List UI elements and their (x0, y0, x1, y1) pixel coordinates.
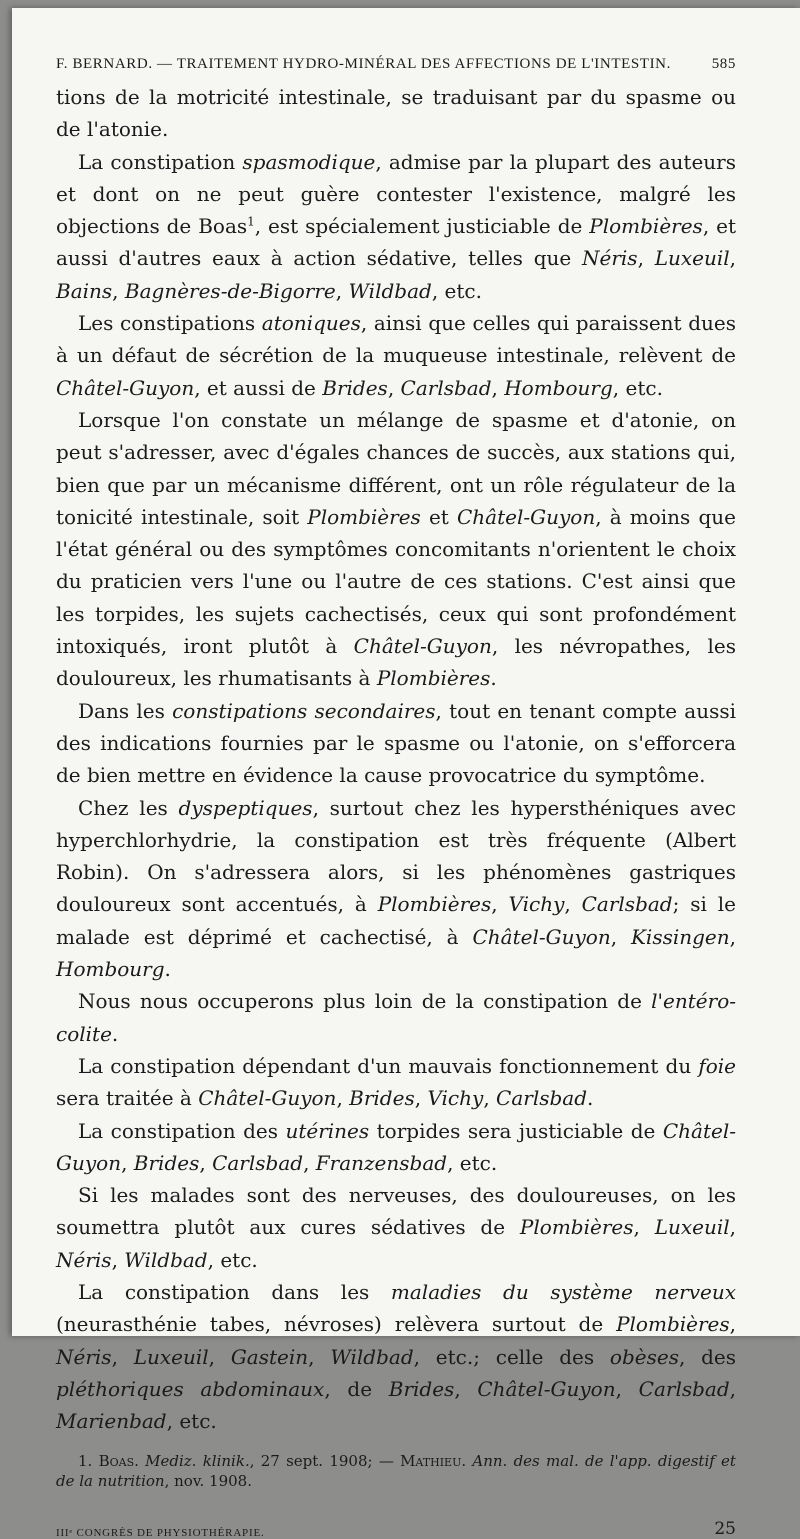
text-run: et (420, 504, 457, 529)
text-run: , (610, 924, 631, 949)
paragraph (56, 1050, 736, 1115)
italic-text: Wildbad (330, 1344, 414, 1369)
italic-text: Brides (388, 1376, 455, 1401)
italic-text: Plombières (377, 892, 492, 917)
text-run: , (387, 375, 401, 400)
text-run: , (491, 375, 505, 400)
text-run: , les névropathes, les douloureux, les rhumatisants à (56, 634, 736, 691)
text-run: La constipation dépendant d'un mauvais fonctionnement du (78, 1053, 699, 1078)
italic-text: Châtel-Guyon (56, 1118, 736, 1175)
italic-text: foie (698, 1053, 736, 1078)
italic-text: Plombières (376, 666, 491, 691)
text-run: Les constipations (78, 311, 262, 336)
footer-sheet-number: 25 (714, 1519, 736, 1539)
italic-text: Plombières (589, 214, 703, 239)
text-run: Chez les (78, 795, 179, 820)
text-run: , (491, 892, 509, 917)
text-run: , (729, 246, 736, 271)
text-run: , (637, 246, 655, 271)
paragraph (56, 1179, 736, 1276)
body-text (56, 81, 736, 1437)
italic-text: Marienbad (56, 1409, 167, 1434)
italic-text: Franzensbad (315, 1150, 448, 1175)
header-page-number: 585 (711, 56, 736, 72)
text-run: , ainsi que celles qui paraissent dues à un défaut de sécrétion de la muqueuse intestinale, relèvent de (56, 311, 736, 368)
text-run: La constipation (78, 149, 243, 174)
text-run: La constipation dans les (78, 1279, 391, 1304)
text-run: , etc. (447, 1150, 498, 1175)
text-run: , admise par la plupart des auteurs et dont on ne peut guère contester l'existence, malgré les objections de Boas (56, 149, 736, 239)
text-run: tions de la motricité intestinale, se traduisant par du spasme ou de l'atonie. (56, 85, 736, 142)
italic-text: Brides (349, 1086, 415, 1111)
text-run: , surtout chez les hypersthéniques avec hyperchlorhydrie, la constipation est très fréquente (Albert Robin). On s'adressera alors, si les phénomènes gastriques douloureux sont accentués, à (56, 795, 736, 917)
italic-text: Néris (582, 246, 638, 271)
text-run: torpides sera justiciable de (369, 1118, 663, 1143)
italic-text: Châtel-Guyon (198, 1086, 337, 1111)
text-run: , (112, 278, 125, 303)
paragraph (56, 404, 736, 695)
text-run: sera traitée à (56, 1086, 199, 1111)
text-run: , (111, 1344, 134, 1369)
italic-text: Ann. des mal. de l'app. digestif et de la nutrition (56, 1452, 736, 1491)
italic-text: Hombourg (56, 957, 165, 982)
text-run: . (490, 666, 497, 691)
text-run: , tout en tenant compte aussi des indications fournies par le spasme ou l'atonie, on s'efforcera de bien mettre en évidence la cause provocatrice du symptôme. (56, 698, 736, 788)
italic-text: Hombourg (504, 375, 613, 400)
running-title: F. BERNARD. — TRAITEMENT HYDRO-MINÉRAL DES AFFECTIONS DE L'INTESTIN. (56, 56, 671, 72)
text-run: , (335, 278, 349, 303)
italic-text: Luxeuil (654, 246, 730, 271)
text-run: , (483, 1086, 497, 1111)
text-run: Si les malades sont des nerveuses, des douloureuses, on les soumettra plutôt aux cures sédatives de (56, 1183, 736, 1240)
text-run: , (336, 1086, 350, 1111)
italic-text: Plombières (616, 1312, 730, 1337)
page-content (56, 56, 736, 1539)
italic-text: pléthoriques abdominaux (56, 1376, 325, 1401)
text-run: , (414, 1086, 428, 1111)
text-run: , (199, 1150, 213, 1175)
paragraph (56, 792, 736, 986)
text-run: , (308, 1344, 331, 1369)
text-run: , (615, 1376, 639, 1401)
text-run: , (303, 1150, 316, 1175)
italic-text: Châtel-Guyon (456, 504, 596, 529)
italic-text: Gastein (230, 1344, 309, 1369)
italic-text: Luxeuil (654, 1215, 730, 1240)
italic-text: Carlsbad (400, 375, 492, 400)
text-run: , (729, 924, 737, 949)
author-name: Mathieu (400, 1452, 462, 1471)
text-run: . (461, 1452, 473, 1471)
italic-text: Vichy (427, 1086, 484, 1111)
italic-text: Châtel-Guyon (472, 924, 611, 949)
signature-mark: IIIᵉ CONGRÈS DE PHYSIOTHÉRAPIE. (56, 1527, 265, 1539)
italic-text: l'entéro-colite (56, 989, 736, 1046)
text-run: , (564, 892, 582, 917)
text-run: , etc.; celle des (413, 1344, 610, 1369)
italic-text: Châtel-Guyon (353, 634, 492, 659)
footnote-ref: 1 (247, 214, 255, 229)
paragraph (56, 1276, 736, 1437)
italic-text: Carlsbad (638, 1376, 730, 1401)
text-run: Nous nous occuperons plus loin de la constipation de (78, 989, 652, 1014)
text-run: , (729, 1215, 736, 1240)
italic-text: Châtel-Guyon (477, 1376, 616, 1401)
text-run: , et aussi de (194, 375, 323, 400)
text-run: , (454, 1376, 478, 1401)
paragraph (56, 1115, 736, 1180)
footnote (56, 1451, 736, 1491)
text-run: , à moins que l'état général ou des symptômes concomitants n'orientent le choix du praticien vers l'une ou l'autre de ces stations. C'est ainsi que les torpides, les sujets cachectisés, ceux qui sont profondément intoxiqués, iront plutôt à (56, 504, 736, 659)
paragraph (56, 81, 736, 146)
text-run: , est spécialement justiciable de (254, 214, 590, 239)
text-run: , etc. (207, 1247, 258, 1272)
text-run: . (111, 1021, 119, 1046)
italic-text: Brides (133, 1150, 200, 1175)
text-run: , etc. (612, 375, 663, 400)
italic-text: Wildbad (124, 1247, 208, 1272)
text-run: , (729, 1376, 736, 1401)
italic-text: Kissingen (630, 924, 730, 949)
italic-text: Néris (56, 1344, 112, 1369)
text-run: ; si le malade est déprimé et cachectisé, à (56, 892, 737, 949)
italic-text: constipations secondaires (172, 698, 436, 723)
italic-text: maladies du système nerveux (390, 1279, 736, 1304)
text-run: 1. (78, 1452, 99, 1471)
italic-text: Vichy (508, 892, 565, 917)
text-run: , et aussi d'autres eaux à action sédative, telles que (56, 214, 736, 271)
italic-text: Néris (56, 1247, 112, 1272)
text-run: , (633, 1215, 655, 1240)
text-run: , (208, 1344, 231, 1369)
italic-text: Carlsbad (496, 1086, 588, 1111)
paragraph (56, 307, 736, 404)
italic-text: dyspeptiques (178, 795, 313, 820)
italic-text: Luxeuil (133, 1344, 209, 1369)
italic-text: spasmodique (242, 149, 376, 174)
italic-text: atoniques (261, 311, 361, 336)
italic-text: Plombières (519, 1215, 634, 1240)
italic-text: Brides (322, 375, 388, 400)
text-run: La constipation des (78, 1118, 286, 1143)
author-name: Boas (98, 1452, 135, 1471)
text-run: , (111, 1247, 125, 1272)
text-run: . (164, 957, 171, 982)
paragraph (56, 985, 736, 1050)
italic-text: Bagnères-de-Bigorre (124, 278, 336, 303)
italic-text: obèses (609, 1344, 679, 1369)
text-run: , 27 sept. 1908; — (249, 1452, 401, 1471)
text-run: . (134, 1452, 146, 1471)
italic-text: Châtel-Guyon (56, 375, 195, 400)
text-run: (neurasthénie tabes, névroses) relèvera surtout de (56, 1312, 617, 1337)
text-run: Lorsque l'on constate un mélange de spasme et d'atonie, on peut s'adresser, avec d'égales chances de succès, aux stations qui, bien que par un mécanisme différent, ont un rôle régulateur de la tonicité intestinale, soit (56, 407, 736, 529)
text-run: , (729, 1312, 736, 1337)
text-run: , des (678, 1344, 737, 1369)
text-run: , nov. 1908. (164, 1472, 252, 1491)
italic-text: Mediz. klinik. (145, 1452, 250, 1471)
page-footer (56, 1497, 736, 1539)
italic-text: Plombières (307, 504, 421, 529)
italic-text: utérines (285, 1118, 370, 1143)
text-run: , etc. (431, 278, 482, 303)
text-run: . (587, 1086, 594, 1111)
italic-text: Carlsbad (581, 892, 673, 917)
italic-text: Carlsbad (212, 1150, 304, 1175)
text-run: , de (324, 1376, 389, 1401)
book-page (12, 8, 800, 1539)
paragraph (56, 695, 736, 792)
italic-text: Bains (56, 278, 113, 303)
text-run: Dans les (78, 698, 173, 723)
running-header (56, 56, 736, 73)
italic-text: Wildbad (348, 278, 432, 303)
text-run: , (121, 1150, 134, 1175)
text-run: , etc. (166, 1409, 217, 1434)
paragraph (56, 146, 736, 307)
